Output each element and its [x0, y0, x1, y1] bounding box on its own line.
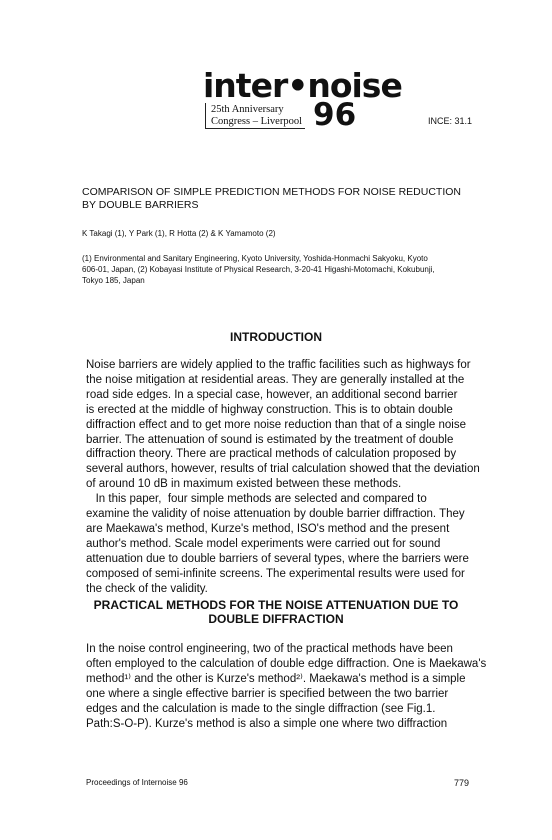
title-line-2: BY DOUBLE BARRIERS	[82, 199, 199, 211]
affiliation-line: (1) Environmental and Sanitary Engineering, Kyoto University, Yoshida-Honmachi Sakyoku, Kyoto	[82, 254, 428, 263]
proceedings-footer: Proceedings of Internoise 96	[86, 778, 188, 787]
logo-box-line1: 25th Anniversary	[211, 104, 284, 115]
text-line: road side edges. In a special case, however, an additional second barrier	[86, 388, 458, 401]
text-line: barrier. The attenuation of sound is estimated by the treatment of double	[86, 433, 454, 446]
text-line: Path:S-O-P). Kurze's method is also a simple one where two diffraction	[86, 717, 448, 730]
text-line: several authors, however, results of trial calculation showed that the deviation	[86, 463, 480, 476]
paper-title	[82, 186, 482, 212]
text-line: Noise barriers are widely applied to the traffic facilities such as highways for	[86, 359, 471, 371]
text-line: method¹⁾ and the other is Kurze's method²⁾. Maekawa's method is a simple	[86, 672, 466, 685]
logo-box-line2: Congress – Liverpool	[211, 116, 302, 127]
text-line: the noise mitigation at residential areas. They are generally installed at the	[86, 373, 465, 386]
title-line-1: COMPARISON OF SIMPLE PREDICTION METHODS FOR NOISE REDUCTION	[82, 186, 461, 198]
logo-wordmark: inter•noise	[203, 66, 402, 105]
text-line: author's method. Scale model experiments were carried out for sound	[86, 537, 441, 550]
introduction-heading: INTRODUCTION	[230, 330, 322, 344]
authors: K Takagi (1), Y Park (1), R Hotta (2) & K Yamamoto (2)	[82, 229, 276, 238]
text-line: of around 10 dB in maximum existed between these methods.	[86, 478, 402, 491]
text-line: composed of semi-infinite screens. The experimental results were used for	[86, 567, 465, 580]
affiliation-line: 606-01, Japan, (2) Kobayasi Institute of Physical Research, 3-20-41 Higashi-Motomachi, Kokubunji,	[82, 265, 435, 274]
practical-methods-body	[86, 642, 487, 731]
heading-line-2: DOUBLE DIFFRACTION	[208, 612, 344, 626]
practical-methods-heading	[60, 598, 492, 626]
logo-year: 96	[313, 97, 357, 133]
affiliation-line: Tokyo 185, Japan	[82, 276, 145, 285]
heading-line-1: PRACTICAL METHODS FOR THE NOISE ATTENUATION DUE TO	[93, 598, 459, 612]
text-line: often employed to the calculation of double edge diffraction. One is Maekawa's	[86, 657, 487, 670]
text-line: In this paper, four simple methods are selected and compared to	[86, 493, 427, 506]
ince-code: INCE: 31.1	[428, 116, 473, 126]
text-line: edges and the calculation is made to the single diffraction (see Fig.1.	[86, 702, 436, 715]
text-line: the check of the validity.	[86, 582, 208, 595]
text-line: is erected at the middle of highway construction. This is to obtain double	[86, 403, 453, 416]
text-line: diffraction effect and to get more noise reduction than that of a single noise	[86, 418, 466, 431]
text-line: examine the validity of noise attenuation by double barrier diffraction. They	[86, 508, 465, 521]
text-line: one where a single effective barrier is specified between the two barrier	[86, 687, 449, 700]
page-number: 779	[454, 778, 470, 788]
text-line: diffraction theory. There are practical methods of calculation proposed by	[86, 448, 457, 461]
text-line: In the noise control engineering, two of the practical methods have been	[86, 643, 453, 655]
introduction-body	[86, 358, 480, 597]
logo-anniversary-box	[205, 103, 305, 129]
affiliations	[82, 253, 474, 286]
text-line: attenuation due to double barriers of several types, where the barriers were	[86, 552, 469, 565]
text-line: are Maekawa's method, Kurze's method, ISO's method and the present	[86, 522, 450, 535]
internoise-logo	[203, 66, 402, 133]
